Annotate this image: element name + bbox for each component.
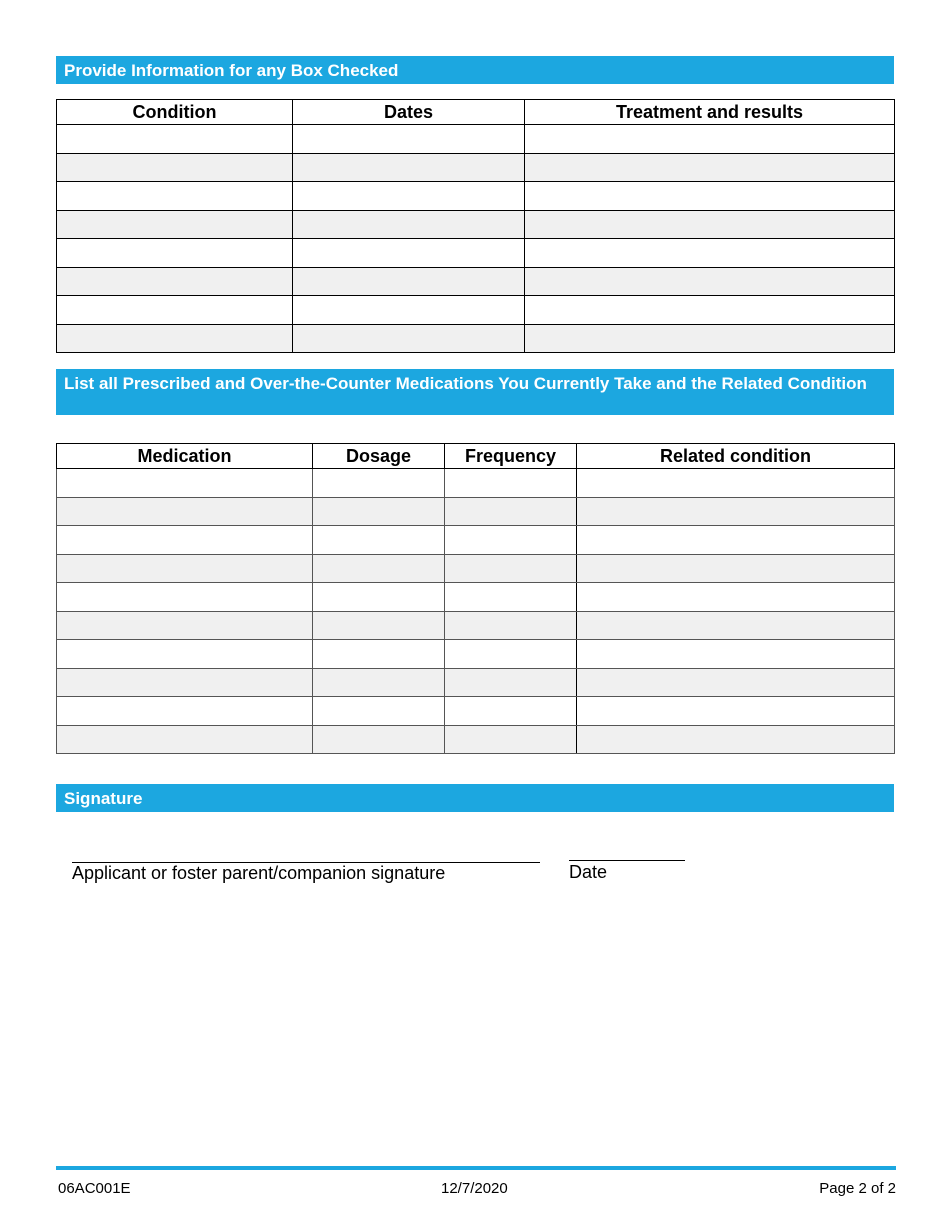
table-row: [57, 725, 895, 754]
footer-divider: [56, 1166, 896, 1170]
conditions-cell[interactable]: [525, 182, 895, 211]
medications-cell[interactable]: [577, 497, 895, 526]
conditions-cell[interactable]: [57, 324, 293, 353]
medications-table: [56, 443, 895, 754]
conditions-cell[interactable]: [525, 296, 895, 325]
medications-cell[interactable]: [445, 697, 577, 726]
column-header-dates: Dates: [293, 100, 525, 125]
medications-cell[interactable]: [445, 583, 577, 612]
medications-cell[interactable]: [577, 611, 895, 640]
table-row: [57, 668, 895, 697]
medications-section-header: [56, 369, 894, 415]
column-header-frequency: Frequency: [445, 444, 577, 469]
conditions-cell[interactable]: [293, 296, 525, 325]
medications-cell[interactable]: [57, 697, 313, 726]
medications-cell[interactable]: [577, 697, 895, 726]
medications-cell[interactable]: [577, 583, 895, 612]
medications-cell[interactable]: [577, 554, 895, 583]
medications-cell[interactable]: [313, 583, 445, 612]
medications-cell[interactable]: [577, 640, 895, 669]
table-row: [57, 497, 895, 526]
conditions-cell[interactable]: [293, 125, 525, 154]
table-row: [57, 296, 895, 325]
conditions-cell[interactable]: [525, 324, 895, 353]
medications-cell[interactable]: [445, 526, 577, 555]
medications-cell[interactable]: [445, 497, 577, 526]
medications-cell[interactable]: [57, 725, 313, 754]
medications-cell[interactable]: [445, 668, 577, 697]
medications-cell[interactable]: [57, 469, 313, 498]
conditions-cell[interactable]: [57, 267, 293, 296]
footer-date: 12/7/2020: [441, 1180, 508, 1197]
medications-cell[interactable]: [57, 583, 313, 612]
table-row: [57, 526, 895, 555]
table-row: [57, 210, 895, 239]
table-row: [57, 554, 895, 583]
table-row: [57, 469, 895, 498]
table-row: [57, 239, 895, 268]
conditions-cell[interactable]: [293, 182, 525, 211]
medications-cell[interactable]: [445, 611, 577, 640]
table-row: [57, 324, 895, 353]
conditions-cell[interactable]: [57, 153, 293, 182]
conditions-cell[interactable]: [293, 210, 525, 239]
medications-cell[interactable]: [313, 526, 445, 555]
medications-cell[interactable]: [445, 640, 577, 669]
medications-cell[interactable]: [313, 668, 445, 697]
medications-cell[interactable]: [313, 497, 445, 526]
conditions-table-body: [57, 125, 895, 353]
table-row: [57, 267, 895, 296]
medications-cell[interactable]: [313, 725, 445, 754]
table-row: [57, 125, 895, 154]
medications-table-body: [57, 469, 895, 754]
signature-label: Applicant or foster parent/companion signature: [72, 863, 446, 883]
conditions-header-row: [57, 100, 895, 125]
conditions-cell[interactable]: [293, 239, 525, 268]
column-header-condition: Condition: [57, 100, 293, 125]
footer-form-id: 06AC001E: [58, 1180, 131, 1197]
conditions-section-title: Provide Information for any Box Checked: [64, 61, 399, 80]
table-row: [57, 640, 895, 669]
conditions-cell[interactable]: [293, 153, 525, 182]
conditions-cell[interactable]: [525, 267, 895, 296]
medications-cell[interactable]: [577, 668, 895, 697]
medications-header-row: [57, 444, 895, 469]
table-row: [57, 611, 895, 640]
signature-section-title: Signature: [64, 789, 143, 808]
conditions-cell[interactable]: [57, 125, 293, 154]
medications-cell[interactable]: [313, 611, 445, 640]
medications-cell[interactable]: [313, 640, 445, 669]
medications-cell[interactable]: [445, 725, 577, 754]
medications-section-title: List all Prescribed and Over-the-Counter Medications You Currently Take and the Related Condition: [64, 374, 867, 393]
medications-cell[interactable]: [445, 469, 577, 498]
table-row: [57, 182, 895, 211]
medications-cell[interactable]: [577, 469, 895, 498]
conditions-cell[interactable]: [57, 296, 293, 325]
medications-cell[interactable]: [57, 554, 313, 583]
medications-cell[interactable]: [57, 497, 313, 526]
conditions-cell[interactable]: [525, 210, 895, 239]
conditions-table: [56, 99, 895, 353]
conditions-cell[interactable]: [57, 182, 293, 211]
conditions-cell[interactable]: [525, 239, 895, 268]
conditions-cell[interactable]: [57, 210, 293, 239]
date-label: Date: [569, 862, 608, 882]
medications-cell[interactable]: [57, 526, 313, 555]
column-header-medication: Medication: [57, 444, 313, 469]
date-line[interactable]: [569, 860, 685, 861]
medications-cell[interactable]: [313, 554, 445, 583]
medications-cell[interactable]: [57, 668, 313, 697]
table-row: [57, 583, 895, 612]
conditions-cell[interactable]: [525, 153, 895, 182]
conditions-cell[interactable]: [293, 267, 525, 296]
conditions-cell[interactable]: [293, 324, 525, 353]
column-header-related-condition: Related condition: [577, 444, 895, 469]
medications-cell[interactable]: [313, 469, 445, 498]
medications-cell[interactable]: [57, 611, 313, 640]
medications-cell[interactable]: [577, 725, 895, 754]
medications-cell[interactable]: [445, 554, 577, 583]
medications-cell[interactable]: [577, 526, 895, 555]
column-header-treatment: Treatment and results: [525, 100, 895, 125]
conditions-cell[interactable]: [57, 239, 293, 268]
conditions-cell[interactable]: [525, 125, 895, 154]
medications-cell[interactable]: [57, 640, 313, 669]
conditions-section-header: [56, 56, 894, 84]
table-row: [57, 153, 895, 182]
footer-page-number: Page 2 of 2: [819, 1180, 896, 1197]
medications-cell[interactable]: [313, 697, 445, 726]
column-header-dosage: Dosage: [313, 444, 445, 469]
table-row: [57, 697, 895, 726]
signature-section-header: [56, 784, 894, 812]
